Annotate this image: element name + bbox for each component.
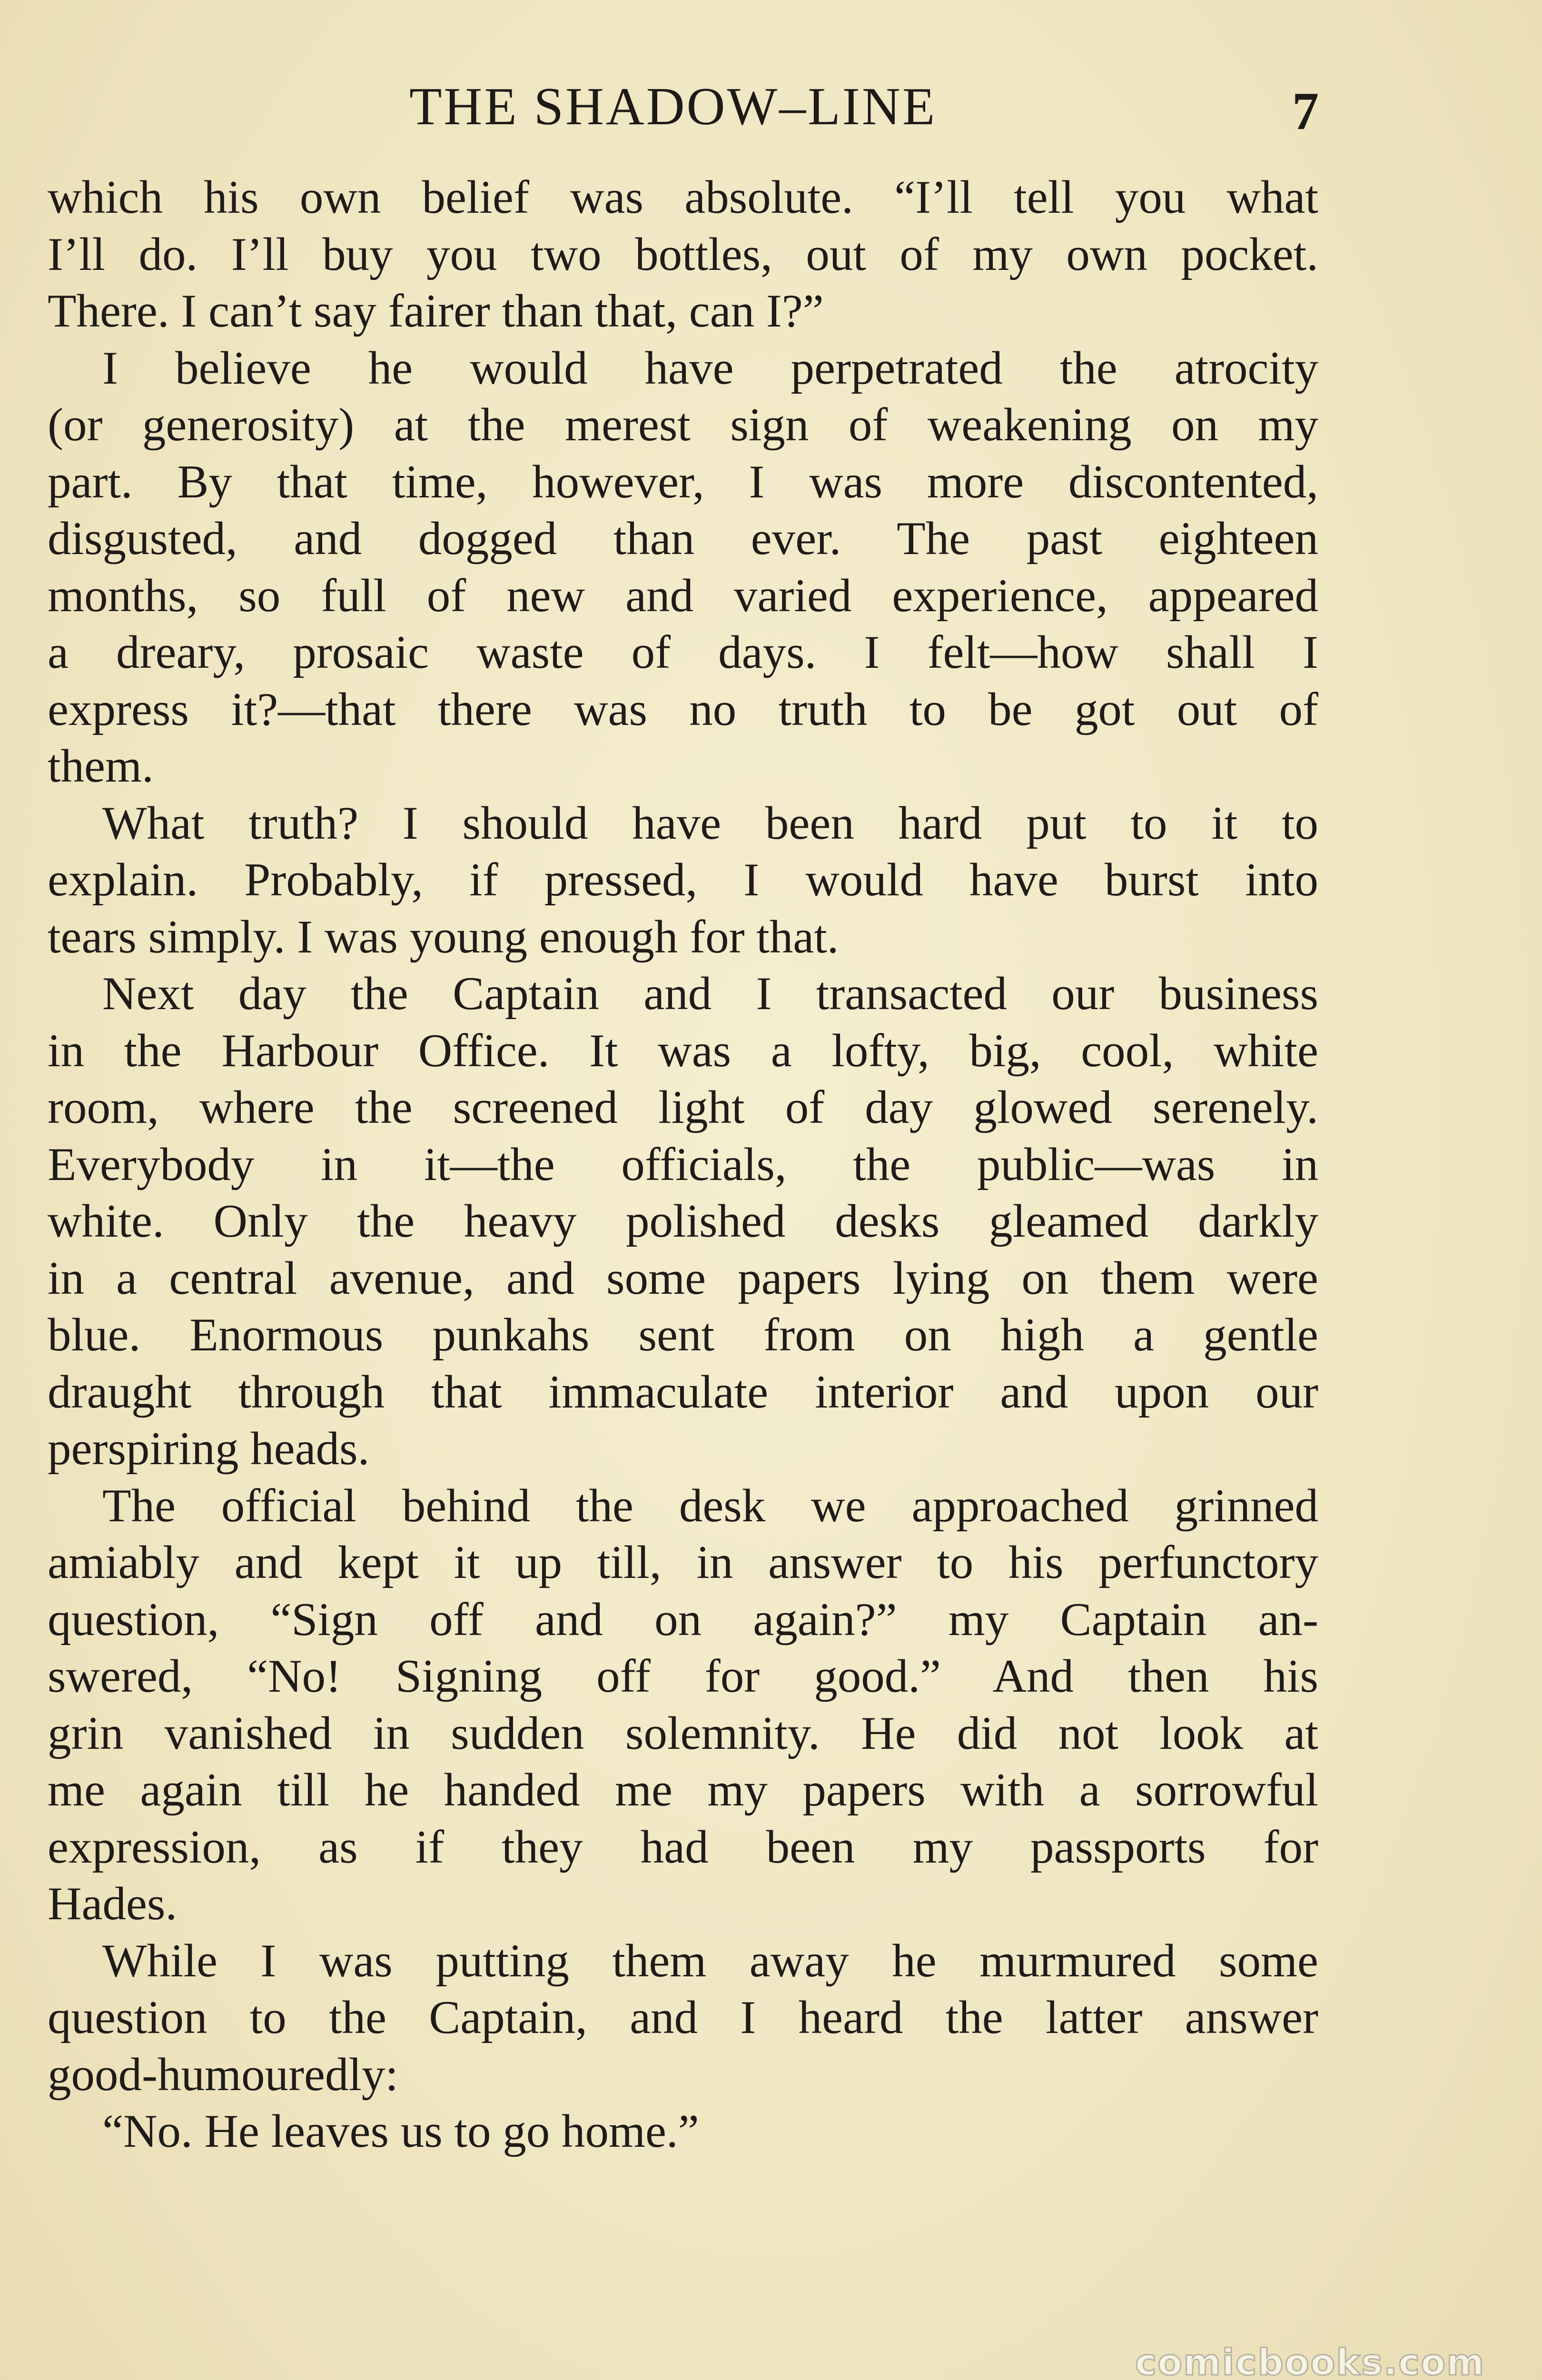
text-line: I believe he would have perpetrated the atrocity <box>102 342 1318 394</box>
text-line: “No. He leaves us to go home.” <box>102 2105 699 2157</box>
text-line: The official behind the desk we approached grinned <box>102 1479 1318 1532</box>
text-line: There. I can’t say fairer than that, can I?” <box>48 285 824 337</box>
text-line: Everybody in it—the officials, the public—was in <box>48 1138 1318 1190</box>
text-line: What truth? I should have been hard put to it to <box>102 797 1318 849</box>
text-line: room, where the screened light of day glowed serenely. <box>48 1081 1318 1133</box>
text-line: (or generosity) at the merest sign of weakening on my <box>48 399 1318 451</box>
watermark: comicbooks.com <box>1135 2341 1485 2380</box>
text-line: tears simply. I was young enough for that. <box>48 911 839 963</box>
text-line: in the Harbour Office. It was a lofty, big, cool, white <box>48 1024 1318 1077</box>
text-line: them. <box>48 740 154 792</box>
text-line: blue. Enormous punkahs sent from on high a gentle <box>48 1309 1318 1361</box>
page-number: 7 <box>1292 82 1319 141</box>
text-line: expression, as if they had been my passports for <box>48 1821 1318 1873</box>
text-line: grin vanished in sudden solemnity. He did not look at <box>48 1707 1318 1759</box>
text-line: I’ll do. I’ll buy you two bottles, out of my own pocket. <box>48 228 1318 280</box>
text-line: which his own belief was absolute. “I’ll tell you what <box>48 171 1318 223</box>
text-line: months, so full of new and varied experience, appeared <box>48 569 1318 622</box>
text-line: good-humouredly: <box>48 2048 398 2101</box>
body-text <box>48 169 1318 2160</box>
page-header <box>0 71 1542 141</box>
text-line: amiably and kept it up till, in answer to his perfunctory <box>48 1537 1318 1588</box>
text-line: question, “Sign off and on again?” my Captain an- <box>48 1593 1318 1646</box>
text-line: me again till he handed me my papers with a sorrowful <box>48 1764 1318 1816</box>
text-line: in a central avenue, and some papers lying on them were <box>48 1252 1318 1304</box>
text-line: Next day the Captain and I transacted our business <box>102 968 1318 1020</box>
text-line: perspiring heads. <box>48 1423 370 1475</box>
text-line: white. Only the heavy polished desks gleamed darkly <box>48 1195 1318 1247</box>
text-line: explain. Probably, if pressed, I would have burst into <box>48 854 1318 906</box>
running-head: THE SHADOW–LINE <box>409 77 937 136</box>
text-line: While I was putting them away he murmured some <box>102 1934 1318 1987</box>
text-line: disgusted, and dogged than ever. The past eighteen <box>48 513 1318 565</box>
text-line: question to the Captain, and I heard the latter answer <box>48 1992 1318 2043</box>
text-line: a dreary, prosaic waste of days. I felt—how shall I <box>48 626 1318 678</box>
text-line: Hades. <box>48 1878 178 1930</box>
text-line: express it?—that there was no truth to be got out of <box>48 683 1318 735</box>
text-line: draught through that immaculate interior and upon our <box>48 1366 1318 1418</box>
text-line: part. By that time, however, I was more discontented, <box>48 456 1318 508</box>
text-line: swered, “No! Signing off for good.” And then his <box>48 1650 1318 1702</box>
